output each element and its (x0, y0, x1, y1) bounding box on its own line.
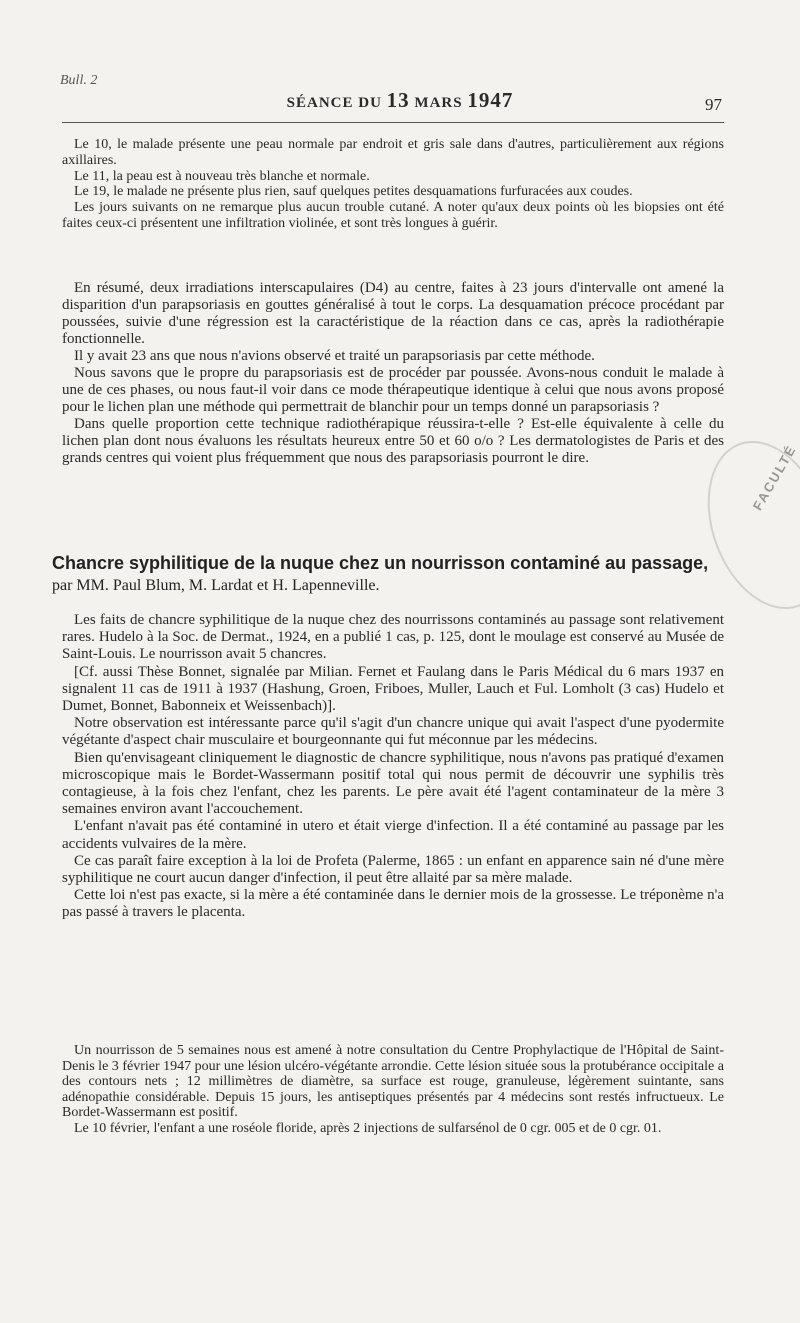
paragraph: Le 10, le malade présente une peau normale par endroit et gris sale dans d'autres, particulièrement aux régions axillaires. (62, 137, 724, 168)
header-rule (62, 122, 724, 123)
paragraph: Notre observation est intéressante parce qu'il s'agit d'un chancre unique qui avait l'aspect d'une pyodermite végétante d'aspect chair musculaire et bourgeonnante qui fut méconnue par les médecins. (62, 715, 724, 749)
paragraph: L'enfant n'avait pas été contaminé in utero et était vierge d'infection. Il a été contaminé au passage par les accidents vulvaires de la mère. (62, 818, 724, 852)
running-header (0, 88, 800, 113)
paragraph: En résumé, deux irradiations interscapulaires (D4) au centre, faites à 23 jours d'intervalle ont amené la disparition d'un parapsoriasis en gouttes généralisé à tout le corps. La desquamation précoce procédant par poussées, suivie d'une régression est la caractéristique de la réaction dans ce cas, après la radiothérapie fonctionnelle. (62, 280, 724, 347)
paragraph: Les jours suivants on ne remarque plus aucun trouble cutané. A noter qu'aux deux points où les biopsies ont été faites ceux-ci présentent une infiltration violinée, et sont très longues à guérir. (62, 200, 724, 231)
stamp-text: FACULTÉ (749, 442, 800, 513)
paragraph: Nous savons que le propre du parapsoriasis est de procéder par poussée. Avons-nous conduit le malade à une de ces phases, ou nous faut-il voir dans ce mode thérapeutique identique à celui que nous avons proposé pour le lichen plan une méthode qui permettrait de blanchir pour un temps donné un parapsoriasis ? (62, 365, 724, 415)
paragraph: Dans quelle proportion cette technique radiothérapique réussira-t-elle ? Est-elle équivalente à celle du lichen plan dont nous évaluons les résultats heureux entre 50 et 60 o/o ? Les dermatologistes de Paris et des grands centres qui voient plus fréquemment que nous des parapsoriasis pourront le dire. (62, 416, 724, 466)
page-number: 97 (705, 95, 722, 114)
paragraph: Le 11, la peau est à nouveau très blanche et normale. (74, 168, 370, 184)
section-case-report (62, 1043, 724, 1137)
section-followup (62, 137, 724, 232)
section-summary (62, 280, 724, 467)
paragraph: Bien qu'envisageant cliniquement le diagnostic de chancre syphilitique, nous n'avons pas pratiqué d'examen microscopique mais le Bordet-Wassermann positif total qui nous permit de découvrir une syphilis très contagieuse, à la fois chez l'enfant, chez les parents. Le père avait été l'agent contaminateur de la mère 3 semaines environ avant l'accouchement. (62, 749, 724, 818)
article-title (52, 553, 732, 596)
seance-month: MARS (414, 95, 463, 111)
paragraph: Cette loi n'est pas exacte, si la mère a été contaminée dans le dernier mois de la grossesse. Le tréponème n'a pas passé à travers le placenta. (62, 887, 724, 921)
paragraph: [Cf. aussi Thèse Bonnet, signalée par Milian. Fernet et Faulang dans le Paris Médical du 6 mars 1937 en signalent 11 cas de 1911 à 1937 (Hashung, Groen, Friboes, Muller, Lauch et Ful. Lomholt (3 cas) Hudelo et Dumet, Bonnet, Babonneix et Weissenbach)]. (62, 663, 724, 715)
paragraph: Le 19, le malade ne présente plus rien, sauf quelques petites desquamations furfuracées aux coudes. (74, 184, 633, 200)
section-article-body (62, 612, 724, 922)
paragraph: Ce cas paraît faire exception à la loi de Profeta (Palerme, 1865 : un enfant en apparence sain né d'une mère syphilitique ne court aucun danger d'infection, il peut être allaité par sa mère malade. (62, 852, 724, 887)
paragraph: Il y avait 23 ans que nous n'avions observé et traité un parapsoriasis par cette méthode. (74, 348, 595, 364)
article-authors: par MM. Paul Blum, M. Lardat et H. Lapenneville. (52, 577, 380, 594)
paragraph: Le 10 février, l'enfant a une roséole floride, après 2 injections de sulfarsénol de 0 cgr. 005 et de 0 cgr. 01. (74, 1120, 662, 1136)
article-title-text: Chancre syphilitique de la nuque chez un nourrisson contaminé au passage, (52, 553, 709, 573)
paragraph: Un nourrisson de 5 semaines nous est amené à notre consultation du Centre Prophylactique de l'Hôpital de Saint-Denis le 3 février 1947 pour une lésion ulcéro-végétante arrondie. Cette lésion située sous la protubérance occipitale a des contours nets ; 12 millimètres de diamètre, sa surface est rouge, granuleuse, légèrement suintante, sans adénopathie considérable. Depuis 15 jours, les antiseptiques présentés par 4 médecins sont restés infructueux. Le Bordet-Wassermann est positif. (62, 1043, 724, 1121)
bulletin-label: Bull. 2 (60, 73, 98, 88)
seance-day: 13 (386, 88, 410, 112)
seance-year: 1947 (467, 88, 514, 112)
seance-label: SÉANCE DU (286, 95, 382, 111)
paragraph: Les faits de chancre syphilitique de la nuque chez des nourrissons contaminés au passage sont relativement rares. Hudelo à la Soc. de Dermat., 1924, en a publié 1 cas, p. 125, dont le moulage est conservé au Musée de Saint-Louis. Le nourrisson avait 5 chancres. (62, 612, 724, 663)
